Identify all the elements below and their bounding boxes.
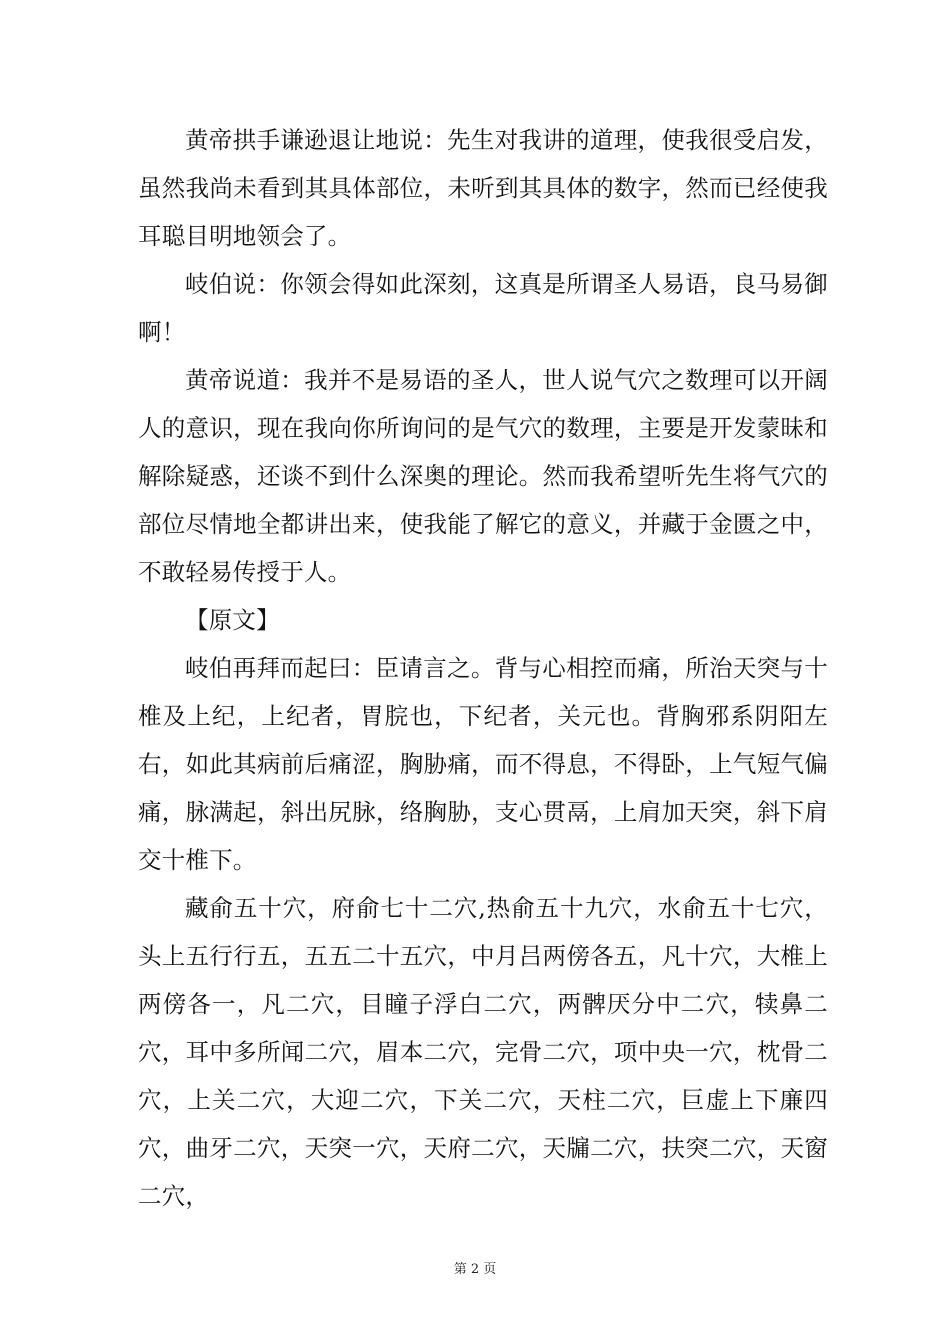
paragraph-2: 岐伯说：你领会得如此深刻，这真是所谓圣人易语，良马易御啊！ (138, 270, 828, 346)
document-body (138, 116, 828, 1220)
paragraph-5: 藏俞五十穴，府俞七十二穴,热俞五十九穴，水俞五十七穴，头上五行行五，五五二十五穴，中月吕两傍各五，凡十穴，大椎上两傍各一，凡二穴，目瞳子浮白二穴，两髀厌分中二穴，犊鼻二穴，耳中多所闻二穴，眉本二穴，完骨二穴，项中央一穴，枕骨二穴，上关二穴，大迎二穴，下关二穴，天柱二穴，巨虚上下廉四穴，曲牙二穴，天突一穴，天府二穴，天牖二穴，扶突二穴，天窗二穴， (138, 894, 828, 1210)
paragraph-3: 黄帝说道：我并不是易语的圣人，世人说气穴之数理可以开阔人的意识，现在我向你所询问的是气穴的数理，主要是开发蒙昧和解除疑惑，还谈不到什么深奥的理论。然而我希望听先生将气穴的部位尽情地全都讲出来，使我能了解它的意义，并藏于金匮之中，不敢轻易传授于人。 (138, 366, 828, 586)
section-heading-original-text: 【原文】 (185, 606, 280, 634)
paragraph-1: 黄帝拱手谦逊退让地说：先生对我讲的道理，使我很受启发，虽然我尚未看到其具体部位，未听到其具体的数字，然而已经使我耳聪目明地领会了。 (138, 126, 828, 250)
page-number-footer: 第 2 页 (453, 1262, 497, 1277)
paragraph-4: 岐伯再拜而起曰：臣请言之。背与心相控而痛，所治天突与十椎及上纪，上纪者，胃脘也，下纪者，关元也。背胸邪系阴阳左右，如此其病前后痛涩，胸胁痛，而不得息，不得卧，上气短气偏痛，脉满起，斜出尻脉，络胸胁，支心贯鬲，上肩加天突，斜下肩交十椎下。 (138, 654, 828, 874)
